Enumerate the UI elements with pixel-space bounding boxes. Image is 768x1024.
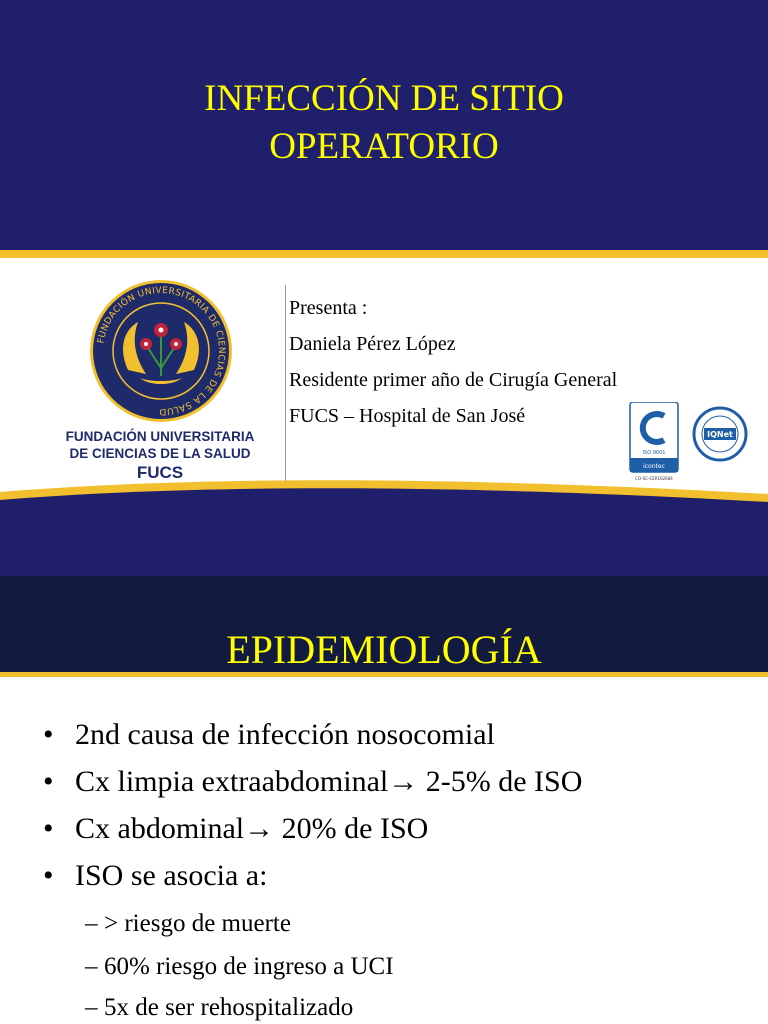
bullet-text: Cx limpia extraabdominal→ 2-5% de ISO bbox=[75, 765, 583, 798]
seal-icon bbox=[88, 278, 234, 424]
icontec-brand: icontec bbox=[643, 463, 665, 470]
presenter-label: Presenta : bbox=[289, 297, 368, 319]
bullet-text: 2nd causa de infección nosocomial bbox=[75, 718, 495, 751]
gold-stripe bbox=[0, 250, 768, 258]
logo-line-1: FUNDACIÓN UNIVERSITARIA bbox=[65, 429, 255, 444]
logo-line-2: DE CIENCIAS DE LA SALUD bbox=[69, 446, 251, 461]
slide-title bbox=[0, 75, 768, 171]
iqnet-cert-icon bbox=[692, 404, 748, 464]
divider bbox=[285, 285, 286, 481]
subbullet-text: > riesgo de muerte bbox=[104, 910, 291, 937]
icontec-iso: ISO 9001 bbox=[642, 450, 666, 456]
icontec-cert-icon bbox=[626, 402, 682, 482]
bullet-text: ISO se asocia a: bbox=[75, 859, 268, 892]
presenter-institution: FUCS – Hospital de San José bbox=[289, 405, 526, 427]
bullet-text: Cx abdominal→ 20% de ISO bbox=[75, 812, 429, 845]
presenter-block bbox=[289, 290, 617, 434]
logo-line-3: FUCS bbox=[136, 463, 184, 482]
seal-text: FUNDACIÓN UNIVERSITARIA DE CIENCIAS DE LA SALUD bbox=[96, 285, 227, 417]
slide-title-line-1: INFECCIÓN DE SITIO bbox=[204, 78, 564, 119]
bullet-marker: • bbox=[43, 765, 54, 798]
slide-title-line-2: OPERATORIO bbox=[269, 126, 499, 167]
iqnet-brand: IQNet bbox=[707, 430, 733, 439]
slide-title: EPIDEMIOLOGÍA bbox=[226, 627, 542, 672]
epidemiology-slide bbox=[0, 576, 768, 1024]
presenter-name: Daniela Pérez López bbox=[289, 333, 456, 355]
bullet-marker: • bbox=[43, 859, 54, 892]
bullet-marker: • bbox=[43, 718, 54, 751]
subbullet-text: 60% riesgo de ingreso a UCI bbox=[104, 953, 394, 980]
fucs-logo bbox=[40, 272, 280, 487]
bullet-marker: • bbox=[43, 812, 54, 845]
logo-wordmark bbox=[40, 428, 280, 484]
subbullet-marker: – bbox=[85, 994, 98, 1021]
subbullet-marker: – bbox=[85, 910, 98, 937]
subbullet-marker: – bbox=[85, 953, 98, 980]
icontec-code: CO-SC-CER162684 bbox=[635, 476, 673, 481]
presenter-role: Residente primer año de Cirugía General bbox=[289, 369, 618, 391]
subbullet-text: 5x de ser rehospitalizado bbox=[104, 994, 354, 1021]
